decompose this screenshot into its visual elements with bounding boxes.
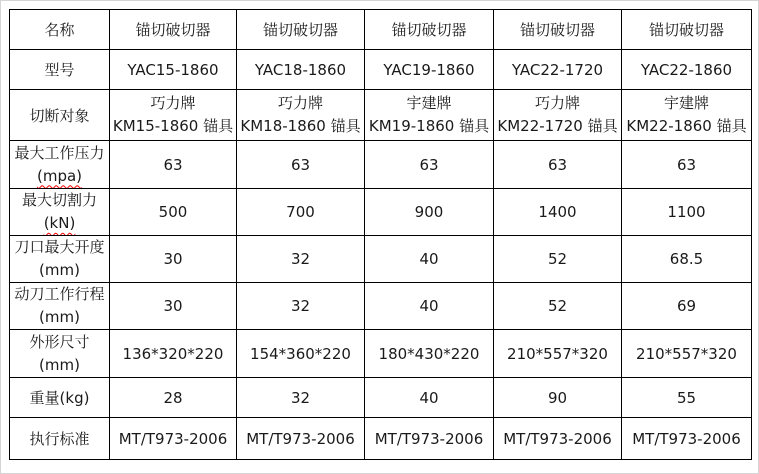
spec-cell: 锚切破切器 [110,10,237,50]
spec-cell: 68.5 [622,236,752,283]
anchor-model: KM19-1860 锚具 [368,117,490,135]
spec-cell: 136*320*220 [110,330,237,378]
row-header-weight: 重量(kg) [10,378,110,418]
spec-cell: 180*430*220 [365,330,494,378]
table-row-max-pressure [10,141,752,189]
row-header-max-pressure [10,141,110,189]
spec-cell: YAC22-1860 [622,50,752,90]
row-header-model: 型号 [10,50,110,90]
anchor-model: KM22-1860 锚具 [626,117,747,135]
row-label: 动刀工作行程 [14,285,105,303]
anchor-model: KM15-1860 锚具 [112,117,234,135]
spec-cell: 40 [365,236,494,283]
spec-cell: 28 [110,378,237,418]
row-label: 最大切割力 [21,191,97,209]
spec-cell: 40 [365,378,494,418]
spec-cell: MT/T973-2006 [237,418,365,460]
spec-cell: 210*557*320 [622,330,752,378]
spec-cell [237,90,365,141]
row-unit: (mm) [39,355,80,374]
spec-cell: 500 [110,189,237,236]
spec-cell: 63 [237,141,365,189]
spec-cell: 30 [110,283,237,330]
spec-cell [494,90,622,141]
row-header-dimensions [10,330,110,378]
spec-cell: 锚切破切器 [494,10,622,50]
spec-cell: 锚切破切器 [622,10,752,50]
spec-cell: 700 [237,189,365,236]
row-header-standard: 执行标准 [10,418,110,460]
spec-cell: YAC19-1860 [365,50,494,90]
table-row-standard [10,418,752,460]
spec-cell: 1400 [494,189,622,236]
spec-cell: 1100 [622,189,752,236]
spec-cell: 40 [365,283,494,330]
row-label: 外形尺寸 [29,332,90,351]
spec-cell: 52 [494,283,622,330]
row-header-max-cutting-force [10,189,110,236]
spec-cell: 锚切破切器 [237,10,365,50]
table-row-model [10,50,752,90]
spec-cell: 32 [237,283,365,330]
table-row-name [10,10,752,50]
row-header-blade-stroke [10,283,110,330]
spec-cell: YAC18-1860 [237,50,365,90]
row-header-name: 名称 [10,10,110,50]
spec-cell [622,90,752,141]
spec-cell: 210*557*320 [494,330,622,378]
spec-cell: 63 [365,141,494,189]
spec-cell: YAC15-1860 [110,50,237,90]
spec-cell: 锚切破切器 [365,10,494,50]
anchor-brand: 巧力牌 [534,94,580,112]
spec-cell: MT/T973-2006 [494,418,622,460]
table-row-blade-opening [10,236,752,283]
spec-cell: 32 [237,378,365,418]
row-label: 最大工作压力 [14,143,105,162]
table-row-max-cutting-force [10,189,752,236]
table-row-dimensions [10,330,752,378]
row-label: 刀口最大开度 [14,238,105,256]
spec-cell: 52 [494,236,622,283]
spec-cell: 32 [237,236,365,283]
anchor-brand: 巧力牌 [277,94,323,112]
row-unit: (mm) [39,261,80,279]
spec-cell: 69 [622,283,752,330]
anchor-brand: 巧力牌 [150,94,196,112]
spec-cell: 63 [110,141,237,189]
spec-cell [365,90,494,141]
spec-cell: MT/T973-2006 [365,418,494,460]
row-unit: (mpa) [36,166,83,185]
product-spec-table [9,9,752,460]
spec-cell: 154*360*220 [237,330,365,378]
anchor-model: KM22-1720 锚具 [497,117,618,135]
spec-cell: 63 [494,141,622,189]
anchor-brand: 宇建牌 [663,94,709,112]
anchor-brand: 宇建牌 [406,94,452,112]
spec-cell: MT/T973-2006 [622,418,752,460]
spec-cell: 900 [365,189,494,236]
row-header-blade-opening [10,236,110,283]
row-header-cut-target: 切断对象 [10,90,110,141]
spec-cell: 63 [622,141,752,189]
row-unit: (mm) [39,308,80,326]
spec-cell: 55 [622,378,752,418]
table-row-blade-stroke [10,283,752,330]
spec-cell: MT/T973-2006 [110,418,237,460]
spec-cell: YAC22-1720 [494,50,622,90]
table-row-weight [10,378,752,418]
spec-cell: 90 [494,378,622,418]
anchor-model: KM18-1860 锚具 [240,117,361,135]
spec-cell: 30 [110,236,237,283]
spec-cell [110,90,237,141]
row-unit: (kN) [43,214,76,232]
table-row-cut-target [10,90,752,141]
